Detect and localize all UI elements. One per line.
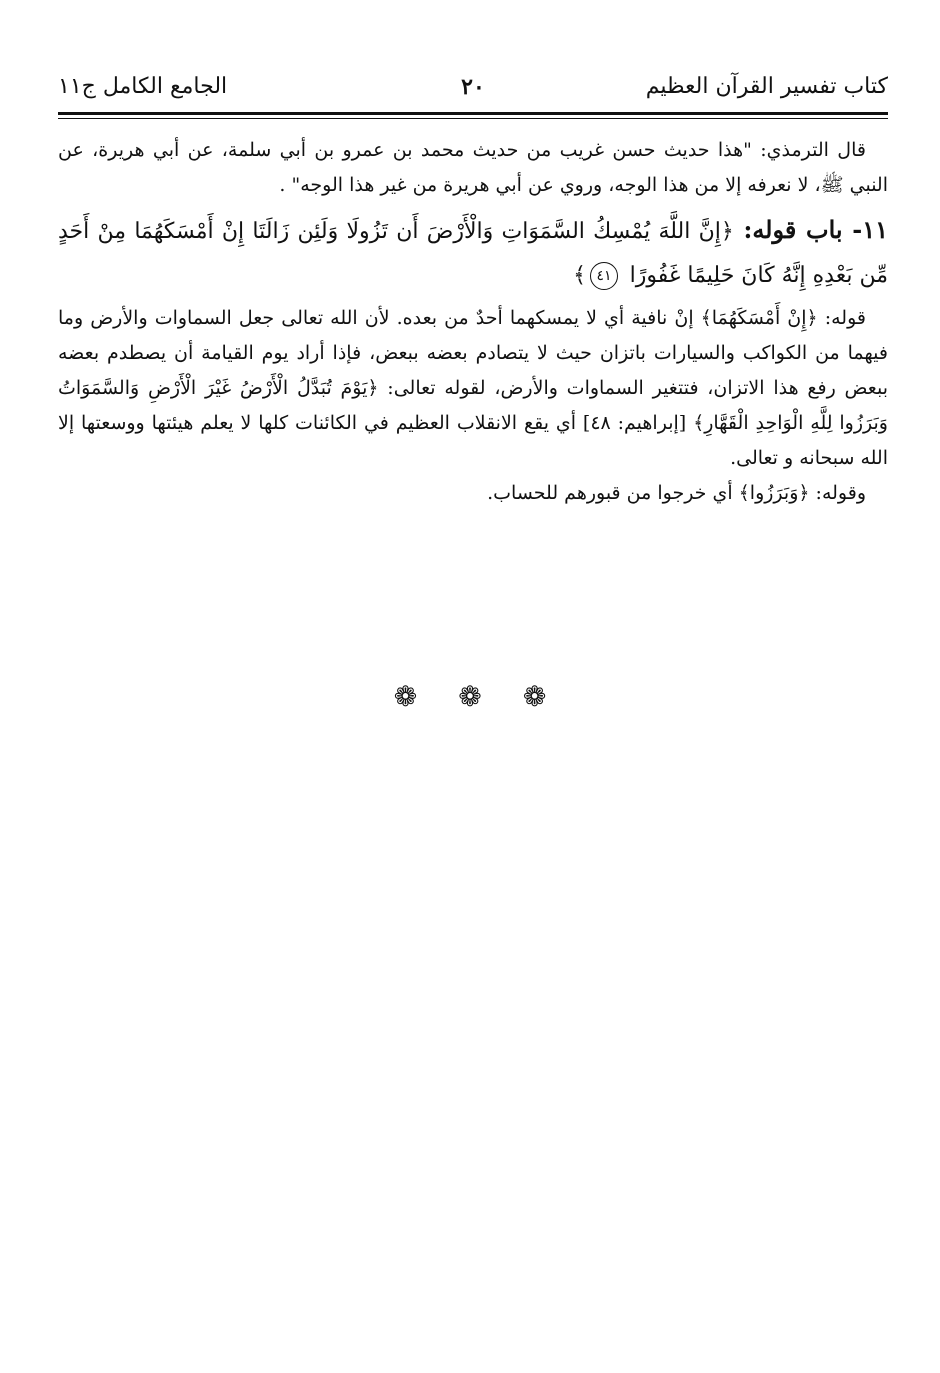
page [58, 70, 888, 511]
section-label: باب قوله: [733, 215, 843, 244]
ayah-number-badge: ٤١ [590, 262, 618, 290]
paragraph-barazu: وقوله: ﴿وَبَرَزُوا﴾ أي خرجوا من قبورهم للحساب. [487, 482, 866, 504]
paragraph-tirmidhi: قال الترمذي: "هذا حديث حسن غريب من حديث محمد بن عمرو بن أبي سلمة، عن أبي هريرة، عن النبي ﷺ، لا نعرفه إلا من هذا الوجه، وروي عن أبي هريرة من غير هذا الوجه" . [58, 139, 888, 196]
section-verse: ﴿إِنَّ اللَّهَ يُمْسِكُ السَّمَوَاتِ وَالْأَرْضَ أَن تَزُولَا وَلَئِن زَالَتَا إِنْ أَمْسَكَهُمَا مِنْ أَحَدٍ مِّن بَعْدِهِ إِنَّهُ كَانَ حَلِيمًا غَفُورًا [58, 219, 888, 288]
verse-close-bracket: ﴾ [573, 263, 586, 288]
body-text [58, 133, 888, 511]
flower-ornament-icon: ❁ [458, 680, 482, 713]
ornament-divider [0, 680, 940, 713]
header-rule-thick [58, 112, 888, 115]
volume-title: الجامع الكامل ج١١ [58, 74, 228, 99]
book-title: كتاب تفسير القرآن العظيم [645, 74, 888, 99]
section-heading [58, 209, 888, 297]
section-number: ١١- [842, 215, 888, 244]
page-header [58, 70, 888, 112]
flower-ornament-icon: ❁ [522, 680, 547, 713]
paragraph-commentary: قوله: ﴿إِنْ أَمْسَكَهُمَا﴾ إنْ نافية أي لا يمسكهما أحدٌ من بعده. لأن الله تعالى جعل السماوات والأرض وما فيهما من الكواكب والسيارات باتزان حيث لا يتصادم بعضه ببعض، فإذا أراد يوم القيامة أن يصطدم بعضه ببعض رفع هذا الاتزان، فتتغير السماوات والأرض، لقوله تعالى: ﴿يَوْمَ تُبَدَّلُ الْأَرْضُ غَيْرَ الْأَرْضِ وَالسَّمَوَاتُ وَبَرَزُوا لِلَّهِ الْوَاحِدِ الْقَهَّارِ﴾ [إبراهيم: ٤٨] أي يقع الانقلاب العظيم في الكائنات كلها لا يعلم هيئتها ووسعتها إلا الله سبحانه و تعالى. [58, 307, 888, 469]
header-rule-thin [58, 118, 888, 119]
flower-ornament-icon: ❁ [393, 680, 418, 713]
page-number: ٢٠ [461, 74, 485, 100]
